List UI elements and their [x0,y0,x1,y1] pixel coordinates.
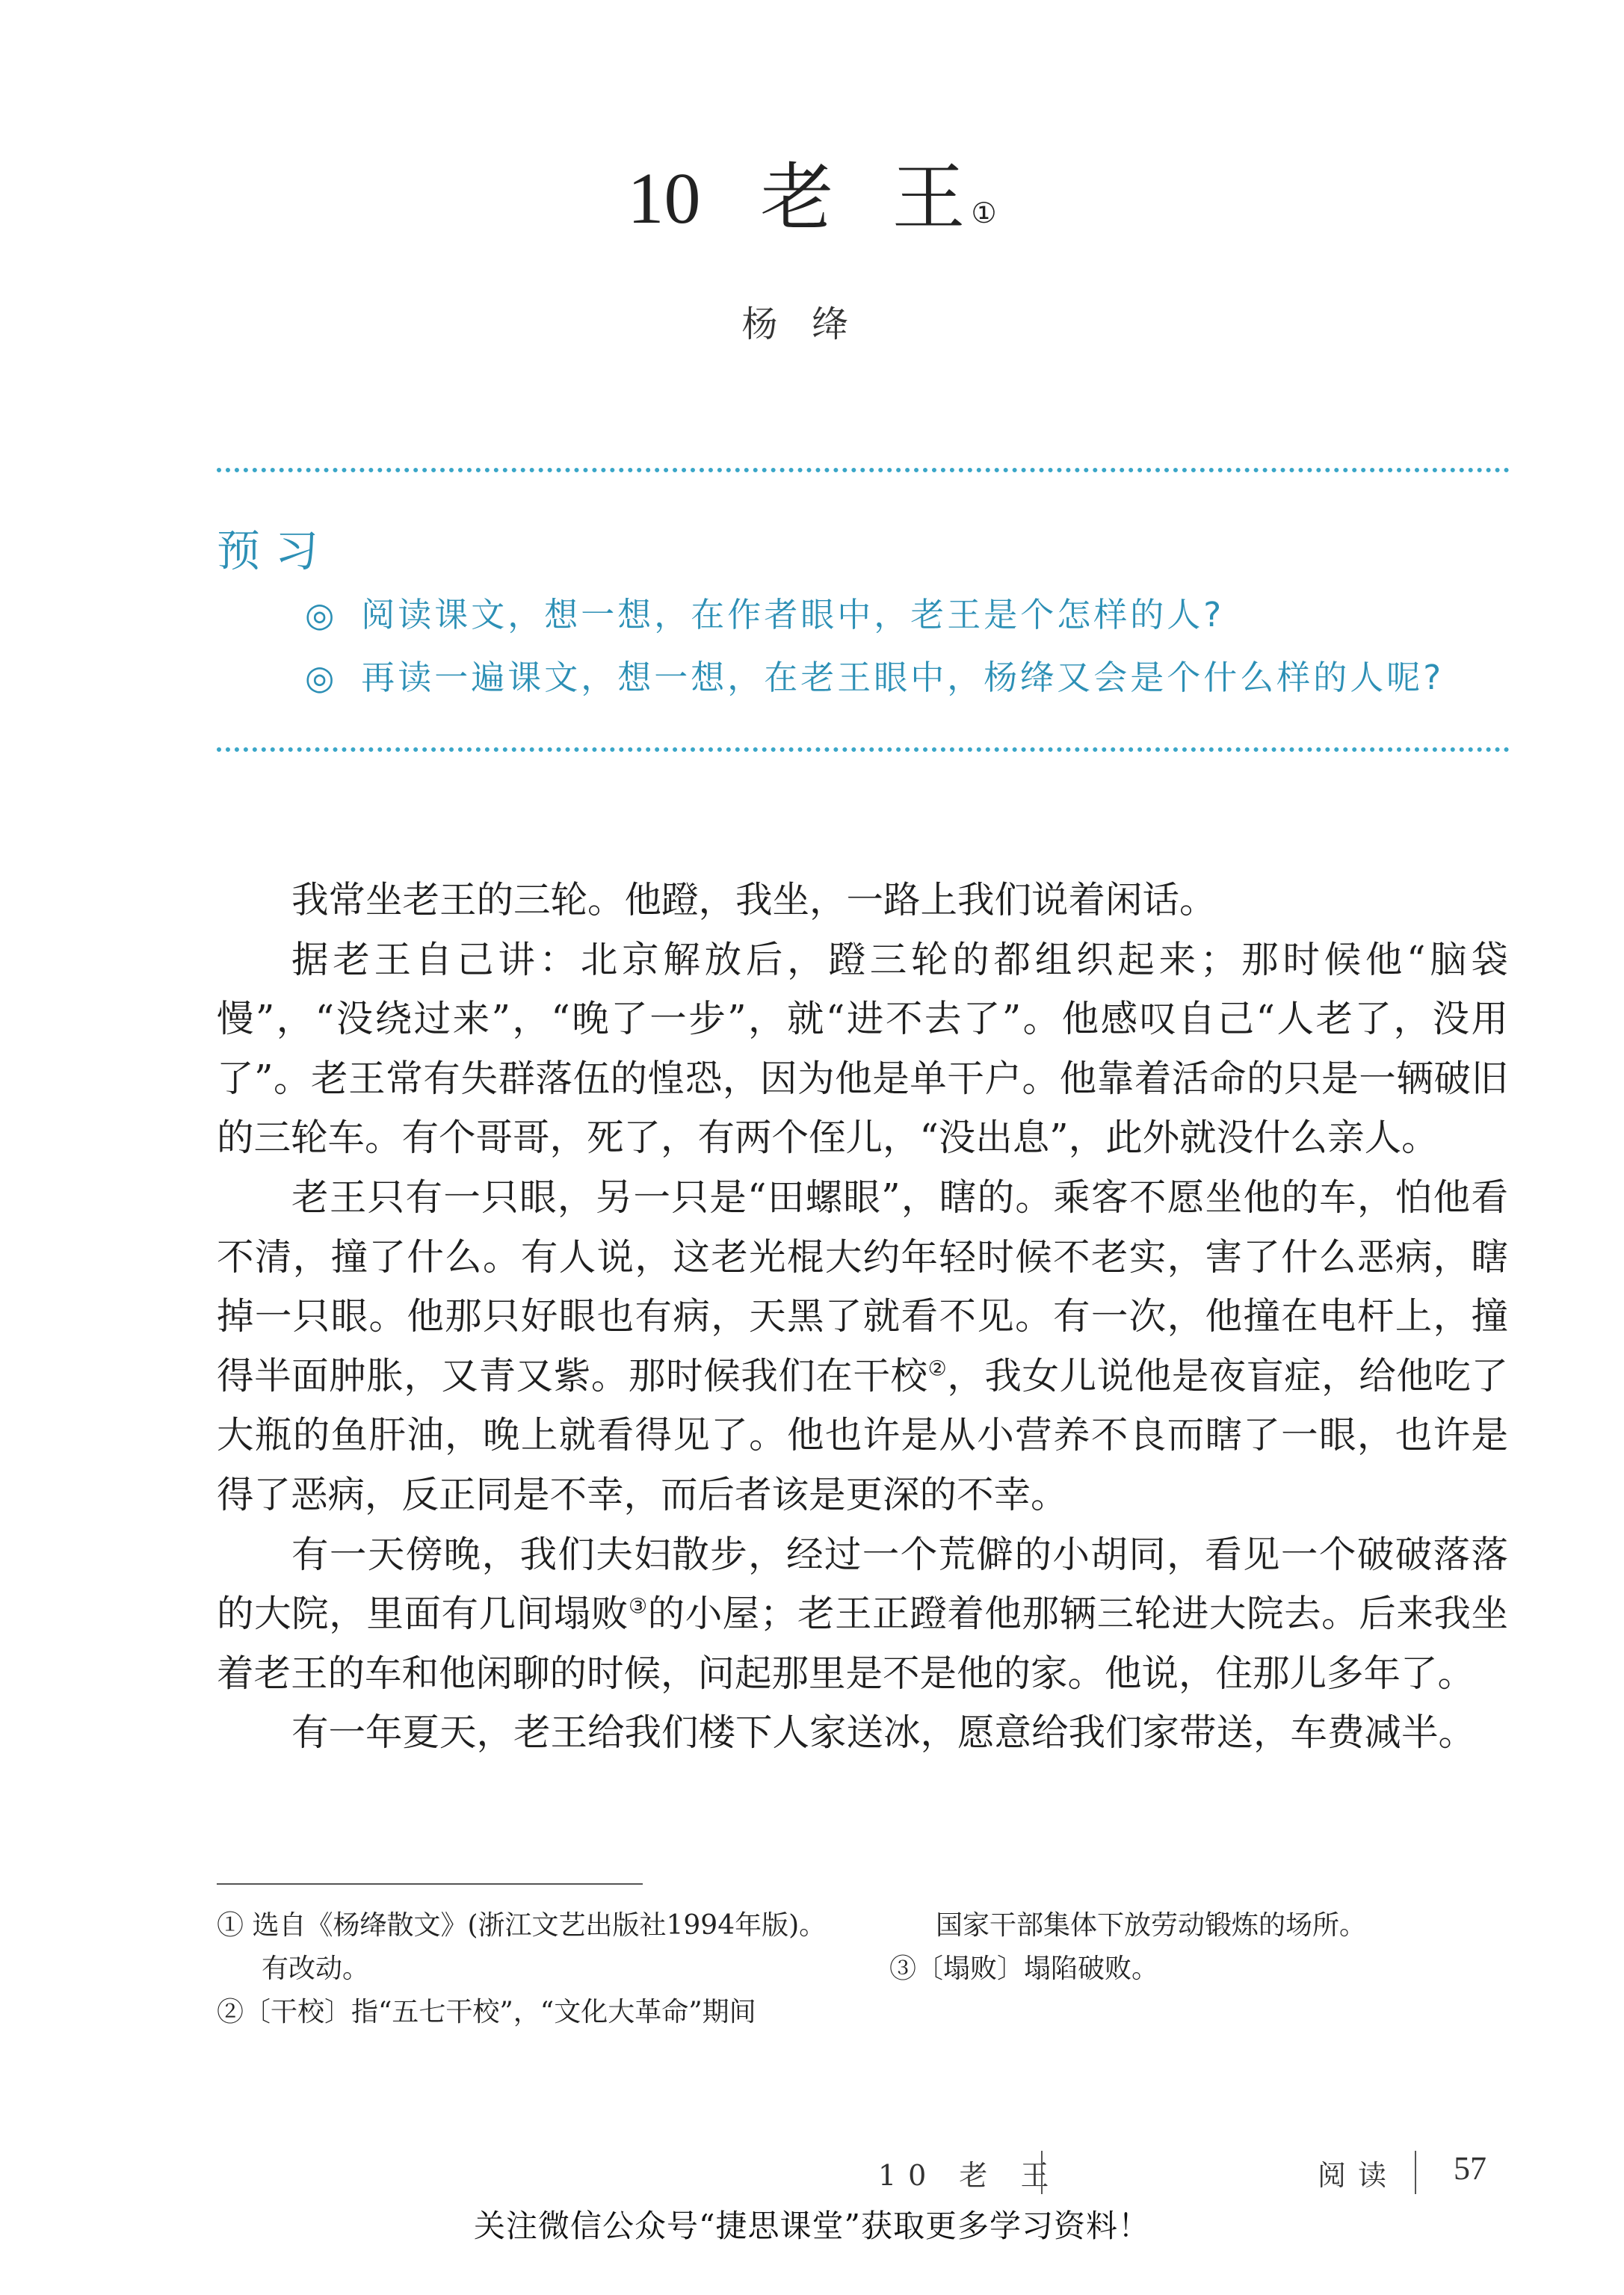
lesson-number: 10 [627,158,701,239]
preview-question-1 [305,587,1224,636]
title-char-2: 王 [892,155,972,241]
paragraph-1: 我常坐老王的三轮。他蹬，我坐，一路上我们说着闲话。 [291,878,1217,921]
footer-divider [1041,2151,1043,2194]
footer-section-label: 阅读 [1318,2159,1399,2192]
footnote-1: ① 选自《杨绛散文》(浙江文艺出版社1994年版)。 [217,1910,827,1941]
paragraph-5: 有一年夏天，老王给我们楼下人家送冰，愿意给我们家带送，车费减半。 [291,1711,1475,1755]
preview-question-2 [305,650,1444,699]
footer-divider [1415,2151,1416,2194]
page-number: 57 [1454,2150,1486,2187]
divider-top [217,468,1510,472]
title-char-1: 老 [760,155,840,241]
paragraph-2: 据老王自己讲：北京解放后，蹬三轮的都组织起来；那时候他“脑袋慢”，“没绕过来”，“晚了一步”，就“进不去了”。他感叹自己“人老了，没用了”。老王常有失群落伍的惶恐，因为他是单干户。他靠着活命的只是一辆破旧的三轮车。有个哥哥，死了，有两个侄儿，“没出息”，此外就没什么亲人。 [217,937,1508,1160]
bullet-icon: ◎ [305,595,338,634]
author-name: 杨绛 [741,303,883,345]
footnote-rule [217,1883,643,1885]
preview-heading: 预习 [217,525,334,576]
footnote-marker-2[interactable]: ② [927,1356,948,1381]
divider-bottom [217,747,1510,752]
lesson-title [0,153,1624,244]
promo-notice: 关注微信公众号“捷思课堂”获取更多学习资料！ [474,2208,1150,2244]
paragraph-4: 有一天傍晚，我们夫妇散步，经过一个荒僻的小胡同，看见一个破破落落的大院，里面有几间塌败③的小屋；老王正蹬着他那辆三轮进大院去。后来我坐着老王的车和他闲聊的时候，问起那里是不是他的家。他说，住那儿多年了。 [217,1532,1508,1695]
footnote-3: ③〔塌败〕塌陷破败。 [889,1953,1159,1984]
footnote-2: ②〔干校〕指“五七干校”，“文化大革命”期间 [217,1997,756,2027]
footnote-2-continued: 国家干部集体下放劳动锻炼的场所。 [936,1910,1367,1941]
footnote-marker-3[interactable]: ③ [628,1593,648,1619]
bullet-icon: ◎ [305,658,338,697]
article-body [217,871,1508,1763]
title-footnote-marker[interactable]: ① [971,197,997,229]
footnote-1-continued: 有改动。 [262,1953,370,1984]
preview-question-text: 阅读课文，想一想，在作者眼中，老王是个怎样的人? [361,595,1225,634]
footer-lesson-label: 10 老 王 [878,2159,1061,2192]
paragraph-3: 老王只有一只眼，另一只是“田螺眼”，瞎的。乘客不愿坐他的车，怕他看不清，撞了什么。有人说，这老光棍大约年轻时候不老实，害了什么恶病，瞎掉一只眼。他那只好眼也有病，天黑了就看不见。有一次，他撞在电杆上，撞得半面肿胀，又青又紫。那时候我们在干校②，我女儿说他是夜盲症，给他吃了大瓶的鱼肝油，晚上就看得见了。他也许是从小营养不良而瞎了一眼，也许是得了恶病，反正同是不幸，而后者该是更深的不幸。 [217,1175,1509,1516]
preview-question-text: 再读一遍课文，想一想，在老王眼中，杨绛又会是个什么样的人呢? [361,658,1445,697]
